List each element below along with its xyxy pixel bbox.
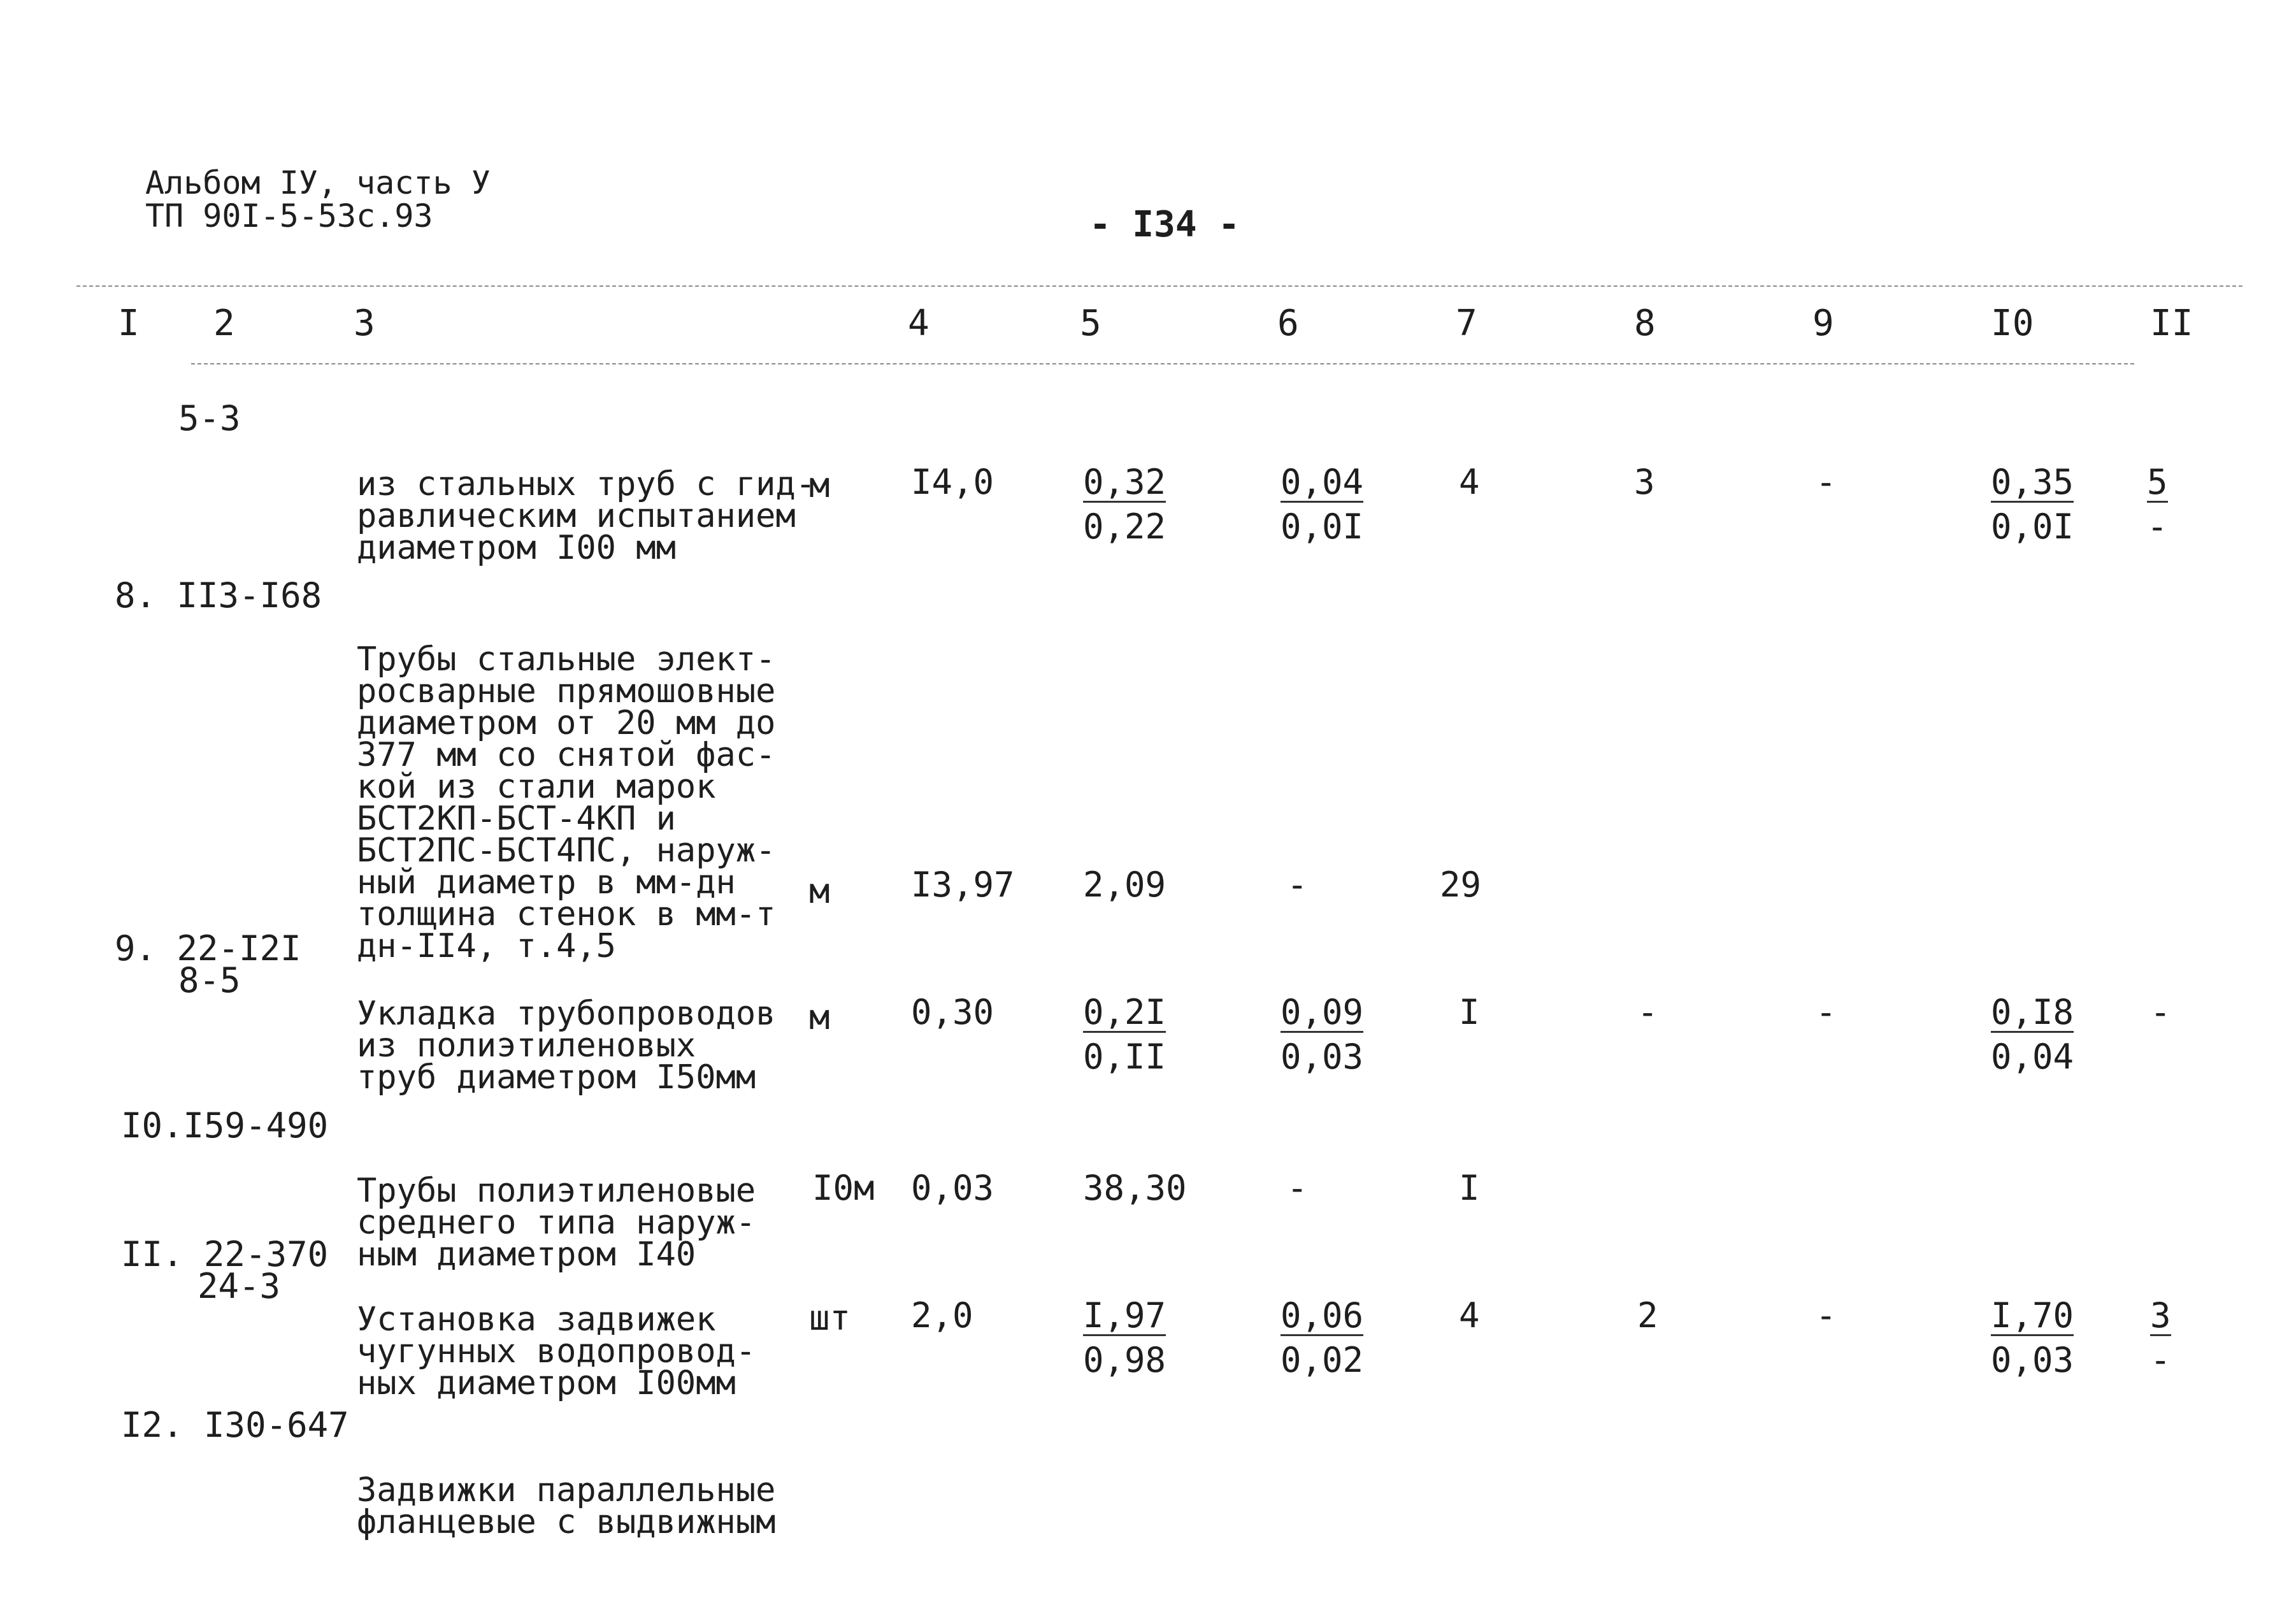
column-header: 5 <box>1080 303 1101 344</box>
value-c11: - <box>2150 992 2171 1032</box>
column-header: 3 <box>354 303 375 344</box>
value-c6: - <box>1287 865 1308 905</box>
column-header: 8 <box>1634 303 1656 344</box>
row-quantity: I3,97 <box>911 865 1015 905</box>
row-code: I0.I59-490 <box>121 1105 329 1146</box>
column-header: 4 <box>908 303 929 344</box>
row-code: 9. 22-I2I <box>115 928 301 968</box>
column-header: II <box>2150 303 2193 344</box>
value-c6-top: 0,09 <box>1281 992 1364 1032</box>
value-c6-top: 0,04 <box>1281 462 1364 502</box>
row-code: II. 22-370 <box>121 1234 329 1274</box>
row-code: 8. II3-I68 <box>115 575 322 615</box>
value-c7: 4 <box>1459 462 1480 502</box>
column-header: I0 <box>1991 303 2034 344</box>
value-c9: - <box>1816 992 1837 1032</box>
row-unit: шт <box>809 1298 851 1338</box>
value-c11-top: 3 <box>2150 1295 2171 1335</box>
value-c7: 29 <box>1440 865 1482 905</box>
value-c5-top: 0,2I <box>1083 992 1166 1032</box>
row-description: Трубы стальные элект- росварные прямошовные диаметром от 20 мм до 377 мм со снятой фас- кой из стали марок БСТ2КП-БСТ-4КП и БСТ2ПС-БСТ4ПС, наруж- ный диаметр в мм-дн толщина стенок в мм-т дн-II4, т.4,5 <box>357 640 776 965</box>
row-unit: м <box>809 465 830 505</box>
header-bottom-rule <box>191 363 2134 364</box>
value-c9: - <box>1816 1295 1837 1335</box>
row-unit: м <box>809 997 830 1037</box>
value-c8: 2 <box>1637 1295 1658 1335</box>
row-quantity: 0,30 <box>911 992 994 1032</box>
value-c10-top: 0,35 <box>1991 462 2074 502</box>
value-c5-bottom: 0,II <box>1083 1037 1166 1077</box>
row-code: I2. I30-647 <box>121 1405 349 1445</box>
value-c8: 3 <box>1634 462 1655 502</box>
row-unit: м <box>809 871 830 911</box>
page-number: - I34 - <box>1089 204 1240 245</box>
value-c10-top: 0,I8 <box>1991 992 2074 1032</box>
value-c5-top: 0,32 <box>1083 462 1166 502</box>
row-code-secondary: 8-5 <box>178 960 241 1000</box>
value-c5: 38,30 <box>1083 1168 1187 1208</box>
row-description: Задвижки параллельные фланцевые с выдвижным <box>357 1471 776 1541</box>
row-quantity: 2,0 <box>911 1295 973 1335</box>
column-header: I <box>118 303 140 344</box>
row-quantity: I4,0 <box>911 462 994 502</box>
value-c10-bottom: 0,04 <box>1991 1037 2074 1077</box>
value-c6-top: 0,06 <box>1281 1295 1364 1335</box>
value-c9: - <box>1816 462 1837 502</box>
value-c6-bottom: 0,02 <box>1281 1340 1364 1380</box>
project-code: ТП 90I-5-53с.93 <box>145 198 433 234</box>
value-c5: 2,09 <box>1083 865 1166 905</box>
value-c7: 4 <box>1459 1295 1480 1335</box>
row-unit: I0м <box>812 1168 875 1208</box>
value-c10-bottom: 0,0I <box>1991 507 2074 547</box>
row-quantity: 0,03 <box>911 1168 994 1208</box>
value-c11-top: 5 <box>2147 462 2168 502</box>
value-c5-top: I,97 <box>1083 1295 1166 1335</box>
row-description: Укладка трубопроводов из полиэтиленовых труб диаметром I50мм <box>357 995 776 1097</box>
album-label: Альбом IУ, часть У <box>145 164 491 201</box>
column-header: 9 <box>1812 303 1834 344</box>
value-c6: - <box>1287 1168 1308 1208</box>
value-c10-top: I,70 <box>1991 1295 2074 1335</box>
value-c6-bottom: 0,03 <box>1281 1037 1364 1077</box>
value-c5-bottom: 0,22 <box>1083 507 1166 547</box>
value-c10-bottom: 0,03 <box>1991 1340 2074 1380</box>
column-header: 7 <box>1456 303 1477 344</box>
value-c7: I <box>1459 992 1480 1032</box>
value-c7: I <box>1459 1168 1480 1208</box>
row-description: Установка задвижек чугунных водопровод- ных диаметром I00мм <box>357 1300 756 1402</box>
value-c5-bottom: 0,98 <box>1083 1340 1166 1380</box>
value-c11-bottom: - <box>2147 507 2168 547</box>
row-code-secondary: 24-3 <box>197 1266 281 1306</box>
value-c11-bottom: - <box>2150 1340 2171 1380</box>
column-header: 6 <box>1277 303 1299 344</box>
column-header: 2 <box>213 303 235 344</box>
header-top-rule <box>76 285 2242 287</box>
value-c6-bottom: 0,0I <box>1281 507 1364 547</box>
value-c8: - <box>1637 992 1658 1032</box>
row-description: из стальных труб с гид- равлическим испытанием диаметром I00 мм <box>357 465 816 567</box>
row-code: 5-3 <box>178 398 241 438</box>
row-description: Трубы полиэтиленовые среднего типа наруж- ным диаметром I40 <box>357 1172 756 1274</box>
